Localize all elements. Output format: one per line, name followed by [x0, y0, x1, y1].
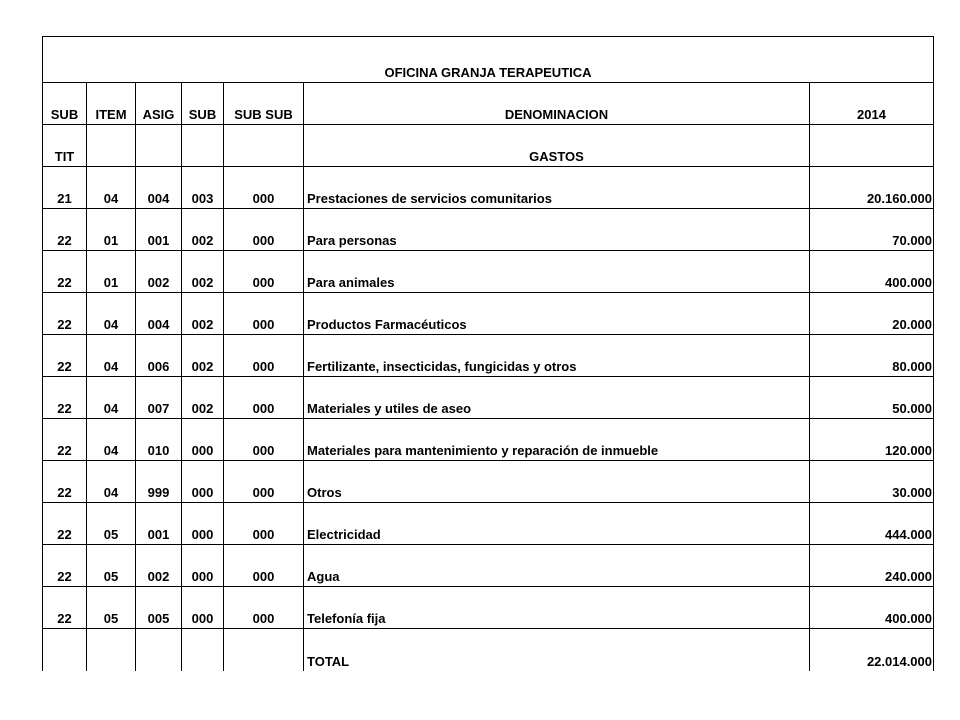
- empty-cell: [224, 629, 304, 671]
- cell-sub: 22: [43, 377, 87, 419]
- total-label: TOTAL: [304, 629, 810, 671]
- cell-sub2: 000: [182, 587, 224, 629]
- sheet-title: OFICINA GRANJA TERAPEUTICA: [43, 37, 934, 83]
- cell-sub2: 003: [182, 167, 224, 209]
- cell-amount: 80.000: [810, 335, 934, 377]
- header-subsub: SUB SUB: [224, 83, 304, 125]
- empty-cell: [87, 125, 136, 167]
- header-row: [43, 83, 934, 125]
- cell-sub: 22: [43, 545, 87, 587]
- cell-item: 05: [87, 503, 136, 545]
- header-denominacion: DENOMINACION: [304, 83, 810, 125]
- cell-item: 04: [87, 419, 136, 461]
- cell-asig: 002: [136, 545, 182, 587]
- cell-denominacion: Agua: [304, 545, 810, 587]
- empty-cell: [136, 125, 182, 167]
- cell-item: 01: [87, 251, 136, 293]
- cell-amount: 444.000: [810, 503, 934, 545]
- cell-asig: 007: [136, 377, 182, 419]
- section-label: GASTOS: [304, 125, 810, 167]
- section-row: [43, 125, 934, 167]
- cell-item: 04: [87, 377, 136, 419]
- empty-cell: [43, 629, 87, 671]
- cell-subsub: 000: [224, 377, 304, 419]
- cell-asig: 005: [136, 587, 182, 629]
- empty-cell: [224, 125, 304, 167]
- cell-amount: 30.000: [810, 461, 934, 503]
- table-row: [43, 335, 934, 377]
- cell-denominacion: Para animales: [304, 251, 810, 293]
- cell-subsub: 000: [224, 167, 304, 209]
- cell-denominacion: Prestaciones de servicios comunitarios: [304, 167, 810, 209]
- cell-denominacion: Otros: [304, 461, 810, 503]
- cell-denominacion: Materiales y utiles de aseo: [304, 377, 810, 419]
- cell-asig: 001: [136, 209, 182, 251]
- cell-sub: 22: [43, 209, 87, 251]
- table-row: [43, 167, 934, 209]
- cell-sub2: 000: [182, 503, 224, 545]
- cell-amount: 400.000: [810, 587, 934, 629]
- cell-sub: 22: [43, 293, 87, 335]
- cell-denominacion: Productos Farmacéuticos: [304, 293, 810, 335]
- cell-subsub: 000: [224, 335, 304, 377]
- cell-item: 04: [87, 461, 136, 503]
- cell-subsub: 000: [224, 545, 304, 587]
- header-sub2: SUB: [182, 83, 224, 125]
- cell-item: 05: [87, 545, 136, 587]
- cell-amount: 20.000: [810, 293, 934, 335]
- cell-amount: 70.000: [810, 209, 934, 251]
- cell-sub2: 002: [182, 251, 224, 293]
- cell-asig: 001: [136, 503, 182, 545]
- table-row: [43, 377, 934, 419]
- cell-sub: 21: [43, 167, 87, 209]
- cell-amount: 20.160.000: [810, 167, 934, 209]
- header-asig: ASIG: [136, 83, 182, 125]
- table-row: [43, 251, 934, 293]
- cell-sub: 22: [43, 251, 87, 293]
- cell-asig: 006: [136, 335, 182, 377]
- cell-asig: 004: [136, 293, 182, 335]
- budget-table: [42, 36, 934, 671]
- header-year: 2014: [810, 83, 934, 125]
- cell-asig: 002: [136, 251, 182, 293]
- cell-subsub: 000: [224, 503, 304, 545]
- table-row: [43, 293, 934, 335]
- header-sub: SUB: [43, 83, 87, 125]
- cell-subsub: 000: [224, 293, 304, 335]
- empty-cell: [182, 125, 224, 167]
- cell-denominacion: Fertilizante, insecticidas, fungicidas y otros: [304, 335, 810, 377]
- empty-cell: [182, 629, 224, 671]
- cell-subsub: 000: [224, 587, 304, 629]
- cell-sub: 22: [43, 461, 87, 503]
- cell-denominacion: Para personas: [304, 209, 810, 251]
- table-row: [43, 503, 934, 545]
- cell-amount: 240.000: [810, 545, 934, 587]
- table-row: [43, 419, 934, 461]
- cell-sub2: 002: [182, 293, 224, 335]
- cell-sub2: 000: [182, 461, 224, 503]
- table-row: [43, 545, 934, 587]
- cell-subsub: 000: [224, 251, 304, 293]
- cell-sub: 22: [43, 419, 87, 461]
- budget-sheet: [42, 36, 933, 671]
- title-row: [43, 37, 934, 83]
- empty-cell: [136, 629, 182, 671]
- header-item: ITEM: [87, 83, 136, 125]
- total-amount: 22.014.000: [810, 629, 934, 671]
- table-row: [43, 209, 934, 251]
- cell-sub: 22: [43, 587, 87, 629]
- cell-sub2: 000: [182, 545, 224, 587]
- cell-sub2: 000: [182, 419, 224, 461]
- cell-sub2: 002: [182, 335, 224, 377]
- cell-item: 04: [87, 335, 136, 377]
- cell-item: 01: [87, 209, 136, 251]
- cell-denominacion: Electricidad: [304, 503, 810, 545]
- cell-subsub: 000: [224, 209, 304, 251]
- cell-asig: 004: [136, 167, 182, 209]
- cell-sub: 22: [43, 335, 87, 377]
- table-row: [43, 461, 934, 503]
- cell-item: 04: [87, 293, 136, 335]
- cell-amount: 400.000: [810, 251, 934, 293]
- cell-denominacion: Telefonía fija: [304, 587, 810, 629]
- empty-cell: [87, 629, 136, 671]
- cell-sub: 22: [43, 503, 87, 545]
- empty-cell: [810, 125, 934, 167]
- cell-item: 04: [87, 167, 136, 209]
- cell-sub2: 002: [182, 377, 224, 419]
- cell-denominacion: Materiales para mantenimiento y reparación de inmueble: [304, 419, 810, 461]
- cell-asig: 999: [136, 461, 182, 503]
- table-row: [43, 587, 934, 629]
- cell-amount: 120.000: [810, 419, 934, 461]
- cell-sub2: 002: [182, 209, 224, 251]
- cell-amount: 50.000: [810, 377, 934, 419]
- cell-item: 05: [87, 587, 136, 629]
- total-row: [43, 629, 934, 671]
- cell-asig: 010: [136, 419, 182, 461]
- cell-subsub: 000: [224, 461, 304, 503]
- cell-subsub: 000: [224, 419, 304, 461]
- section-tit: TIT: [43, 125, 87, 167]
